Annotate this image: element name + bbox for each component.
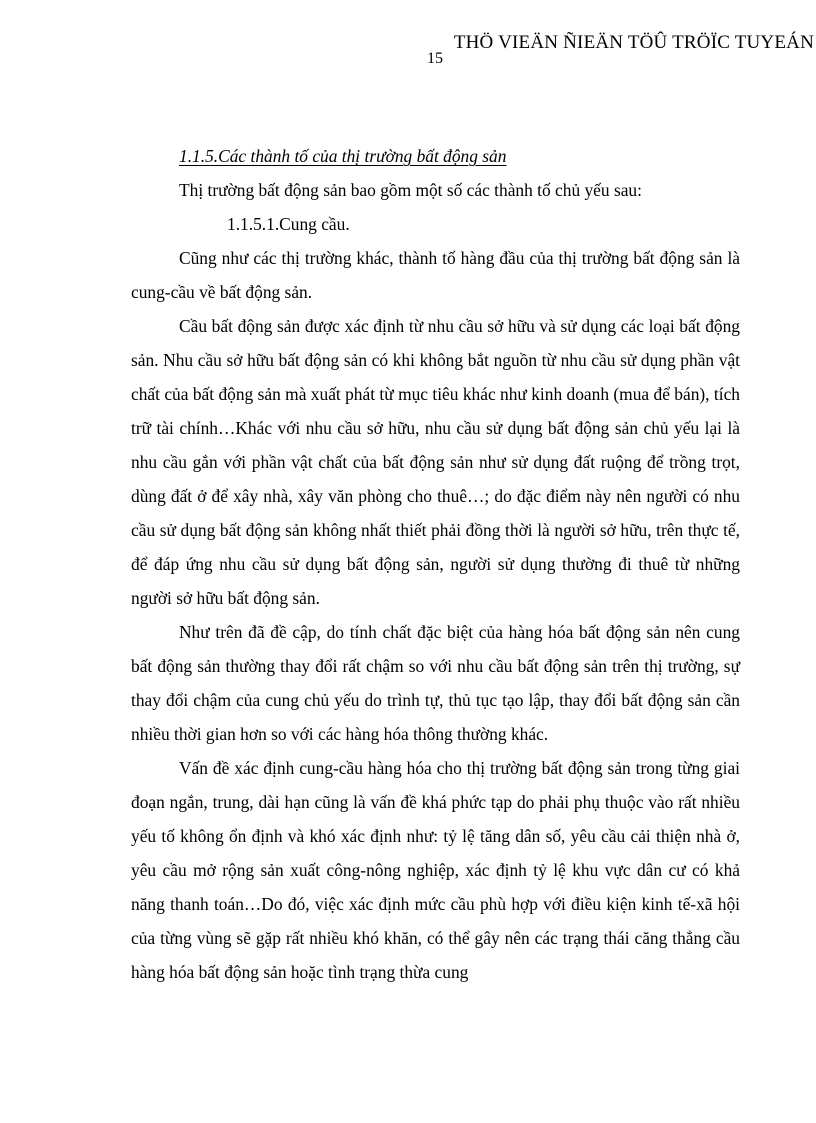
intro-paragraph: Thị trường bất động sản bao gồm một số các thành tố chủ yếu sau: [179, 180, 642, 200]
body-paragraph: Cũng như các thị trường khác, thành tố hàng đầu của thị trường bất động sản là cung-cầu về bất động sản. [131, 248, 740, 302]
section-heading: 1.1.5.Các thành tố của thị trường bất động sản [179, 146, 507, 166]
body-paragraph: Vấn đề xác định cung-cầu hàng hóa cho thị trường bất động sản trong từng giai đoạn ngắn, trung, dài hạn cũng là vấn đề khá phức tạp do phải phụ thuộc vào rất nhiều yếu tố không ổn định và khó xác định như: tỷ lệ tăng dân số, yêu cầu cải thiện nhà ở, yêu cầu mở rộng sản xuất công-nông nghiệp, xác định tỷ lệ khu vực dân cư có khả năng thanh toán…Do đó, việc xác định mức cầu phù hợp với điều kiện kinh tế-xã hội của từng vùng sẽ gặp rất nhiều khó khăn, có thể gây nên các trạng thái căng thẳng cầu hàng hóa bất động sản hoặc tình trạng thừa cung [131, 758, 740, 982]
body-paragraph: Như trên đã đề cập, do tính chất đặc biệt của hàng hóa bất động sản nên cung bất động sản thường thay đổi rất chậm so với nhu cầu bất động sản trên thị trường, sự thay đổi chậm của cung chủ yếu do trình tự, thủ tục tạo lập, thay đổi bất động sản cần nhiều thời gian hơn so với các hàng hóa thông thường khác. [131, 622, 740, 744]
document-body [131, 139, 740, 989]
library-watermark: THÖ VIEÄN ÑIEÄN TÖÛ TRÖÏC TUYEÁN [453, 32, 814, 53]
body-paragraph: Cầu bất động sản được xác định từ nhu cầu sở hữu và sử dụng các loại bất động sản. Nhu cầu sở hữu bất động sản có khi không bắt nguồn từ nhu cầu sử dụng phần vật chất của bất động sản mà xuất phát từ mục tiêu khác như kinh doanh (mua để bán), tích trữ tài chính…Khác với nhu cầu sở hữu, nhu cầu sử dụng bất động sản chủ yếu lại là nhu cầu gắn với phần vật chất của bất động sản như sử dụng đất ruộng để trồng trọt, dùng đất ở để xây nhà, xây văn phòng cho thuê…; do đặc điểm này nên người có nhu cầu sử dụng bất động sản không nhất thiết phải đồng thời là người sở hữu, trên thực tế, để đáp ứng nhu cầu sử dụng bất động sản, người sử dụng thường đi thuê từ những người sở hữu bất động sản. [131, 316, 740, 608]
page-number: 15 [427, 50, 443, 67]
subsection-heading: 1.1.5.1.Cung cầu. [227, 214, 350, 234]
